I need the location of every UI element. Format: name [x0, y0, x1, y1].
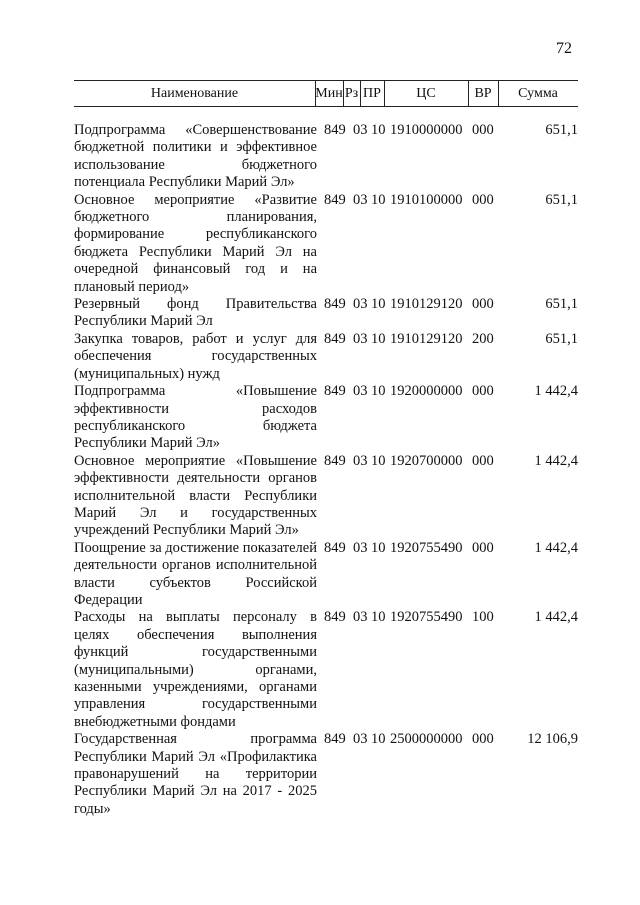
- row-min: 849: [324, 731, 346, 748]
- table-row: [74, 383, 578, 453]
- row-rz: 03: [353, 330, 368, 347]
- row-rz: 03: [353, 122, 368, 138]
- header-cs: ЦС: [416, 86, 436, 101]
- row-vr: 000: [472, 731, 494, 748]
- row-cs: 1920700000: [390, 452, 463, 469]
- row-pr: 10: [371, 609, 386, 626]
- row-sum: 651,1: [545, 296, 578, 313]
- row-min: 849: [324, 452, 346, 469]
- row-cs: 2500000000: [390, 731, 463, 748]
- table-row: [74, 192, 578, 296]
- row-pr: 10: [371, 330, 386, 347]
- row-sum: 1 442,4: [534, 452, 578, 469]
- row-sum: 1 442,4: [534, 539, 578, 556]
- row-name: Основное мероприятие «Повышение эффективности деятельности органов исполнительной власти Республики Марий Эл и государственных учреждений Республики Марий Эл»: [74, 452, 317, 539]
- row-min: 849: [324, 122, 346, 138]
- row-sum: 651,1: [545, 330, 578, 347]
- row-rz: 03: [353, 296, 368, 313]
- row-name: Основное мероприятие «Развитие бюджетного планирования, формирование республиканского бюджета Республики Марий Эл на очередной финансовый год и на плановый период»: [74, 191, 317, 295]
- row-cs: 1920755490: [390, 539, 463, 556]
- page-number: 72: [556, 40, 572, 57]
- header-rz: Рз: [344, 86, 359, 101]
- row-vr: 100: [472, 609, 494, 626]
- table-row: [74, 296, 578, 331]
- row-min: 849: [324, 191, 346, 208]
- row-rz: 03: [353, 191, 368, 208]
- row-vr: 000: [472, 383, 494, 400]
- header-sum: Сумма: [518, 86, 558, 101]
- row-min: 849: [324, 539, 346, 556]
- header-vr: ВР: [474, 86, 492, 101]
- table-row: [74, 609, 578, 731]
- table-row: [74, 453, 578, 540]
- row-name: Закупка товаров, работ и услуг для обеспечения государственных (муниципальных) нужд: [74, 330, 317, 382]
- row-sum: 1 442,4: [534, 609, 578, 626]
- header-min: Мин: [315, 86, 343, 101]
- row-pr: 10: [371, 731, 386, 748]
- header-name: Наименование: [150, 86, 239, 101]
- row-pr: 10: [371, 383, 386, 400]
- row-rz: 03: [353, 731, 368, 748]
- row-name: Расходы на выплаты персоналу в целях обеспечения выполнения функций государственными (муниципальными) органами, казенными учреждениями, органами управления государственными внебюджетными фондами: [74, 609, 317, 730]
- row-vr: 000: [472, 452, 494, 469]
- table-row: [74, 540, 578, 610]
- row-cs: 1910129120: [390, 330, 463, 347]
- row-sum: 651,1: [545, 122, 578, 138]
- row-name: Подпрограмма «Совершенствование бюджетной политики и эффективное использование бюджетного потенциала Республики Марий Эл»: [74, 122, 317, 191]
- table-row: [74, 122, 578, 192]
- row-name: Подпрограмма «Повышение эффективности расходов республиканского бюджета Республики Марий Эл»: [74, 383, 317, 452]
- row-rz: 03: [353, 539, 368, 556]
- row-name: Государственная программа Республики Марий Эл «Профилактика правонарушений на территории Республики Марий Эл на 2017 - 2025 годы»: [74, 731, 317, 817]
- row-pr: 10: [371, 122, 386, 138]
- row-rz: 03: [353, 452, 368, 469]
- row-min: 849: [324, 383, 346, 400]
- row-vr: 200: [472, 330, 494, 347]
- row-cs: 1920755490: [390, 609, 463, 626]
- table-row: [74, 331, 578, 383]
- row-name: Поощрение за достижение показателей деятельности органов исполнительной власти субъектов Российской Федерации: [74, 539, 317, 608]
- row-cs: 1910100000: [390, 191, 463, 208]
- row-pr: 10: [371, 191, 386, 208]
- row-pr: 10: [371, 452, 386, 469]
- table-header: [74, 80, 578, 107]
- row-pr: 10: [371, 539, 386, 556]
- table-row: [74, 731, 578, 818]
- row-cs: 1910000000: [390, 122, 463, 138]
- row-sum: 12 106,9: [527, 731, 578, 748]
- row-vr: 000: [472, 539, 494, 556]
- row-pr: 10: [371, 296, 386, 313]
- row-vr: 000: [472, 191, 494, 208]
- row-vr: 000: [472, 122, 494, 138]
- row-sum: 1 442,4: [534, 383, 578, 400]
- row-min: 849: [324, 609, 346, 626]
- row-cs: 1910129120: [390, 296, 463, 313]
- row-sum: 651,1: [545, 191, 578, 208]
- row-min: 849: [324, 296, 346, 313]
- table-body: [74, 122, 578, 818]
- row-rz: 03: [353, 609, 368, 626]
- header-pr: ПР: [363, 86, 381, 101]
- row-min: 849: [324, 330, 346, 347]
- row-vr: 000: [472, 296, 494, 313]
- row-rz: 03: [353, 383, 368, 400]
- row-name: Резервный фонд Правительства Республики Марий Эл: [74, 296, 317, 330]
- row-cs: 1920000000: [390, 383, 463, 400]
